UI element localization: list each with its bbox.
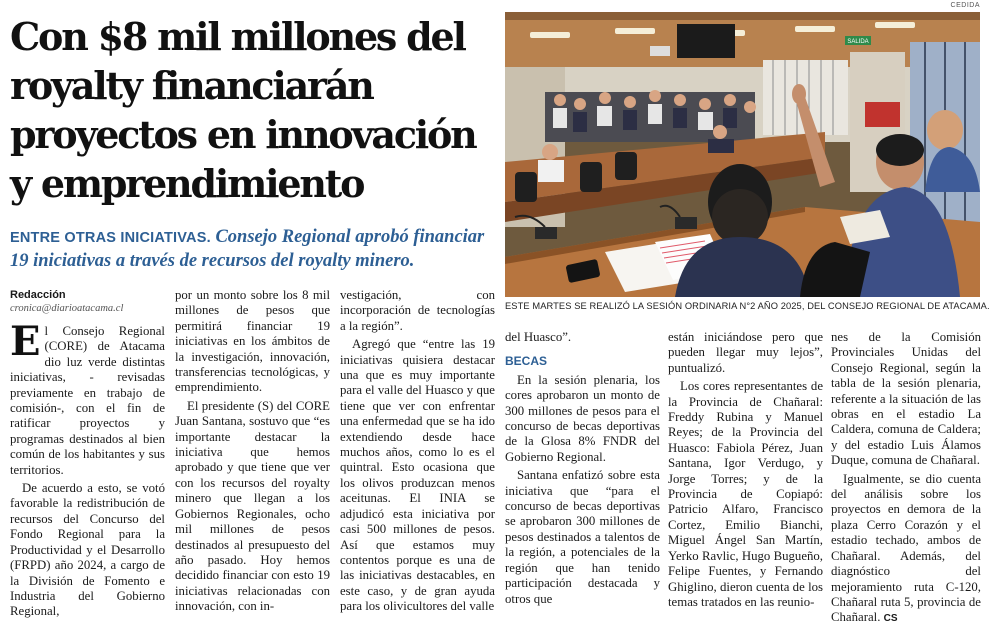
council-session-photo bbox=[505, 12, 980, 297]
article-paragraph-4: El presidente (S) del CORE Juan Santana, sostuvo que “es importante destacar la iniciativa que hemos aprobado y que tiene que ver con los recursos del royalty minero que llegan a los Gobiernos Regionales, ocho mil millones de pesos destinados al presupuesto del año pasado. Hoy hemos decidido financiar con esto 19 iniciativas relacionadas con innovación, con in- bbox=[175, 398, 330, 614]
article-paragraph-3: por un monto sobre los 8 mil millones de pesos que permitirá financiar 19 iniciativas en los ámbitos de la investigación, innovación, transferencias tecnológicas, y emprendimiento. bbox=[175, 288, 330, 395]
article-column-1 bbox=[10, 288, 165, 620]
photo-credit: CEDIDA bbox=[950, 2, 980, 9]
article-paragraph-8: En la sesión plenaria, los cores aprobaron un monto de 300 millones de pesos para el concurso de becas deportivas de la Glosa 8% FNDR del Gobierno Regional. bbox=[505, 372, 660, 464]
article-column-4 bbox=[505, 330, 660, 607]
subhead-kicker: ENTRE OTRAS INICIATIVAS. bbox=[10, 230, 211, 246]
photo-caption: ESTE MARTES SE REALIZÓ LA SESIÓN ORDINARIA N°2 AÑO 2025, DEL CONSEJO REGIONAL DE ATACAMA. bbox=[505, 301, 990, 311]
byline-email: cronica@diarioatacama.cl bbox=[10, 303, 124, 314]
article-paragraph-13: Igualmente, se dio cuenta del análisis sobre los proyectos en demora de la plaza Cerro Corazón y el estadio techado, ambos de Chañaral. Además, del diagnóstico del mejoramiento ruta C-120, Chañaral ruta 5, provincia de Chañaral. CS bbox=[831, 471, 981, 625]
headline: Con $8 mil millones del royalty financiarán proyectos en innovación y emprendimiento bbox=[10, 14, 476, 206]
drop-cap: E bbox=[10, 318, 41, 365]
exit-sign: SALIDA bbox=[847, 39, 869, 45]
section-heading-becas: BECAS bbox=[505, 354, 548, 369]
article-column-3 bbox=[340, 288, 495, 615]
end-mark: CS bbox=[883, 613, 898, 625]
article-column-2 bbox=[175, 288, 330, 615]
subhead bbox=[10, 226, 495, 273]
article-paragraph-9: Santana enfatizó sobre esta iniciativa que “para el concurso de becas deportivas se aprobaron 300 millones de pesos destinados a talentos de la región, a potenciales de la región que han tenido participación destacada y otros que bbox=[505, 468, 660, 606]
article-paragraph-5: vestigación, con incorporación de tecnologías a la región”. bbox=[340, 288, 495, 333]
article-paragraph-1: El Consejo Regional (CORE) de Atacama dio luz verde distintas iniciativas, - revisadas previamente en trabajo de comisión-, con el fin de ratificar proyectos y programas destinados al bien común de los habitantes y sus territorios. bbox=[10, 318, 165, 477]
article-paragraph-2: De acuerdo a esto, se votó favorable la redistribución de recursos del Concurso del Fondo Regional para la Productividad y el Desarrollo (FRPD) año 2024, a cargo de la División de Fomento e Industria del Gobierno Regional, bbox=[10, 481, 165, 619]
article-column-5 bbox=[668, 330, 823, 610]
article-paragraph-6: Agregó que “entre las 19 iniciativas quisiera destacar una que es muy importante para el valle del Huasco y que tiene que ver con enfrentar una enfermedad que se ha ido extendiendo desde hace muchos años, como lo es el quintral. Esto ocasiona que los olivos produzcan menos aceitunas. El INIA se adjudicó esta iniciativa por casi 500 millones de pesos. Así que estamos muy contentos porque es una de las iniciativas destacables, en este caso, y de gran ayuda para los olivicultores del valle bbox=[340, 337, 495, 614]
byline-author: Redacción bbox=[10, 289, 66, 301]
article-paragraph-7: del Huasco”. bbox=[505, 330, 572, 344]
article-paragraph-10: están iniciándose pero que pueden llegar muy lejos”, puntualizó. bbox=[668, 330, 823, 375]
article-column-6 bbox=[831, 330, 981, 627]
subhead-text: Consejo Regional aprobó financiar 19 iniciativas a través de recursos del royalty minero. bbox=[10, 227, 485, 271]
article-paragraph-11: Los cores representantes de la Provincia de Chañaral: Freddy Rubina y Manuel Reyes; de la Provincia del Huasco: Fabiola Pérez, Juan Santana, Igor Verdugo, y Jorge Torres; y de la Provincia de Copiapó: Patricio Alfaro, Francisco Cortez, Emilio Bianchi, Miguel Ángel San Martín, Yerko Ravlic, Hugo Bugueño, Felipe Fuentes, y Fernando Ghiglino, dieron cuenta de los temas tratados en las reunio- bbox=[668, 379, 823, 609]
article-paragraph-12: nes de la Comisión Provinciales Unidas del Consejo Regional, según la tabla de la sesión plenaria, referente a la situación de las obras en el estadio La Caldera, comuna de Caldera; y del estadio Luis Álamos Duque, comuna de Chañaral. bbox=[831, 330, 981, 468]
